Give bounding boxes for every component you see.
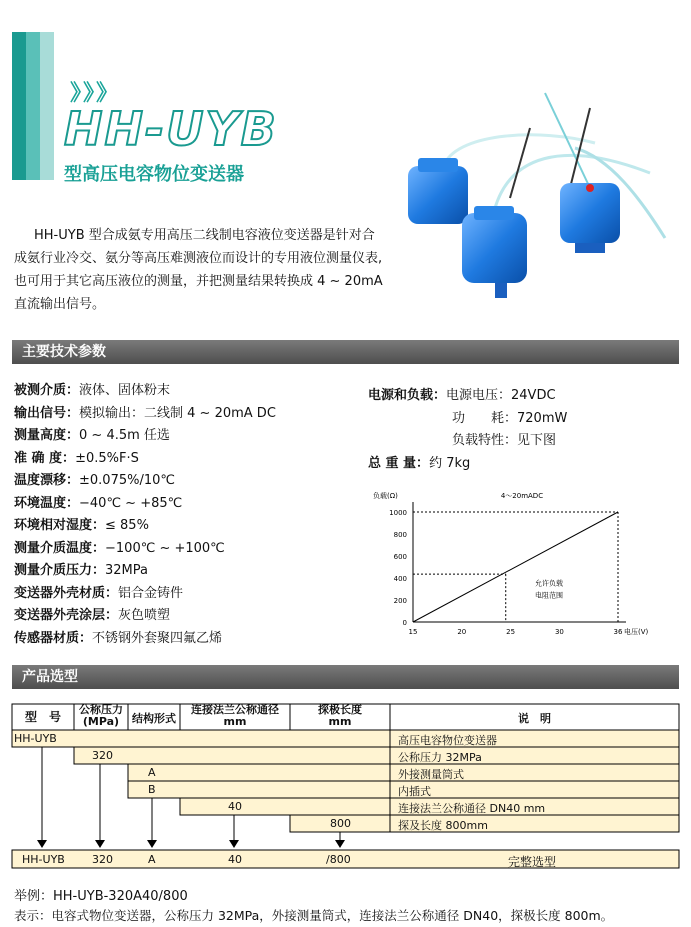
- final-desc: 完整选型: [508, 855, 557, 869]
- x-tick-label: 20: [457, 628, 467, 636]
- region-annotation: 允许负载: [535, 579, 564, 588]
- spec-row: 变送器外壳材质：铝合金铸件: [14, 585, 184, 601]
- intro-line: HH-UYB 型合成氨专用高压二线制电容液位变送器是针对合: [34, 228, 375, 243]
- final-probe: /800: [326, 853, 351, 866]
- y-tick-label: 1000: [389, 509, 407, 517]
- final-structure: A: [148, 853, 156, 866]
- table-row-desc: 连接法兰公称通径 DN40 mm: [398, 802, 546, 815]
- load-chart: [368, 482, 648, 642]
- product-subtitle: 型高压电容物位变送器: [64, 164, 244, 185]
- table-row-desc: 高压电容物位变送器: [398, 734, 497, 747]
- y-tick-label: 0: [402, 619, 407, 627]
- spec-row: 输出信号：模拟输出：二线制 4 ~ 20mA DC: [14, 405, 276, 421]
- spec-row: 测量介质温度：−100℃ ~ +100℃: [14, 540, 225, 556]
- spec-row: 传感器材质：不锈钢外套聚四氟乙烯: [14, 630, 223, 646]
- x-tick-label: 36: [613, 628, 623, 636]
- product-model-title: HH-UYB: [64, 102, 278, 156]
- x-tick-label: 30: [554, 628, 564, 636]
- table-row-desc: 内插式: [398, 785, 431, 798]
- x-tick-label: 25: [506, 628, 516, 636]
- table-header-flange: 连接法兰公称通径 mm: [191, 703, 279, 728]
- table-header-desc: 说 明: [518, 712, 551, 725]
- table-row-desc: 公称压力 32MPa: [398, 751, 482, 764]
- spec-row: 功 耗：720mW: [452, 410, 568, 426]
- table-header-structure: 结构形式: [132, 712, 176, 725]
- intro-paragraph: [14, 224, 406, 316]
- table-row-code: HH-UYB: [14, 732, 57, 745]
- spec-row: 变送器外壳涂层：灰色喷塑: [14, 608, 171, 623]
- specs-left-list: [14, 380, 276, 650]
- x-tick-label: 15: [408, 628, 418, 636]
- chevron-icon: 》》》: [70, 81, 121, 106]
- region-annotation: 电阻范围: [535, 591, 564, 600]
- y-tick-label: 600: [393, 553, 407, 561]
- spec-row: 测量介质压力：32MPa: [14, 563, 148, 578]
- header-stripe-dark: [12, 32, 26, 180]
- x-axis-label: 电压(V): [624, 628, 648, 636]
- table-header-pressure: 公称压力 (MPa): [79, 703, 123, 728]
- spec-row: 准 确 度：±0.5%F·S: [14, 450, 139, 466]
- table-header-probe: 探极长度 mm: [318, 703, 362, 728]
- spec-row: 被测介质：液体、固体粉末: [14, 383, 171, 398]
- spec-row: 电源和负载：电源电压：24VDC: [368, 388, 556, 403]
- product-photo: [400, 88, 685, 303]
- final-flange: 40: [228, 853, 242, 866]
- example-explanation: 表示：电容式物位变送器，公称压力 32MPa，外接测量筒式，连接法兰公称通径 DN40，探极长度 800m。: [14, 908, 614, 923]
- spec-row: 总 重 量：约 7kg: [368, 455, 471, 471]
- y-tick-label: 800: [393, 531, 407, 539]
- spec-row: 负载特性：见下图: [452, 433, 557, 448]
- intro-line: 也可用于其它高压液位的测量，并把测量结果转换成 4 ~ 20mA: [14, 274, 383, 289]
- header-stripe-light: [40, 32, 54, 180]
- spec-row: 环境温度：−40℃ ~ +85℃: [14, 495, 183, 511]
- section-header-selection: 产品选型: [12, 665, 679, 689]
- load-line: [413, 512, 618, 622]
- y-axis-label: 负载(Ω): [373, 492, 398, 500]
- table-row-code: B: [148, 783, 156, 796]
- table-row-code: 320: [92, 749, 113, 762]
- chart-title: 4～20mADC: [500, 492, 544, 500]
- table-row-desc: 外接测量筒式: [398, 768, 464, 781]
- section-header-specs: 主要技术参数: [12, 340, 679, 364]
- spec-row: 温度漂移：±0.075%/10℃: [14, 473, 175, 488]
- table-row-code: 40: [228, 800, 242, 813]
- table-row-code: A: [148, 766, 156, 779]
- intro-line: 成氨行业冷交、氨分等高压难测液位而设计的专用液位测量仪表,: [14, 251, 383, 266]
- table-row-desc: 探及长度 800mm: [398, 819, 488, 832]
- header-stripe-mid: [26, 32, 40, 180]
- spec-row: 环境相对湿度：≤ 85%: [14, 518, 149, 533]
- example-line: 举例：HH-UYB-320A40/800: [14, 889, 188, 904]
- final-model: HH-UYB: [22, 853, 65, 866]
- intro-line: 直流输出信号。: [14, 297, 106, 312]
- final-pressure: 320: [92, 853, 113, 866]
- y-tick-label: 400: [393, 575, 407, 583]
- table-row-code: 800: [330, 817, 351, 830]
- specs-right-list: [368, 385, 567, 475]
- table-header-model: 型 号: [24, 710, 61, 724]
- y-tick-label: 200: [393, 597, 407, 605]
- spec-row: 测量高度：0 ~ 4.5m 任选: [14, 428, 170, 443]
